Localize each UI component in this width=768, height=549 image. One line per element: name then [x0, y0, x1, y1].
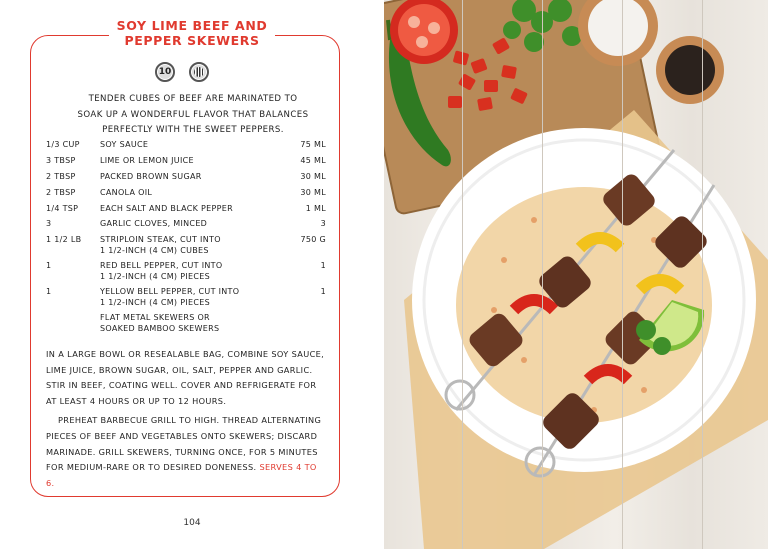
- ingredient-qty: 1: [46, 287, 52, 297]
- ingredient-desc: [100, 204, 280, 215]
- ingredient-desc-line: 1 1/2-INCH (4 CM) PIECES: [100, 271, 210, 281]
- ingredient-metric: 1: [320, 261, 326, 271]
- recipe-method: [46, 347, 326, 491]
- serves-text: SERVES 4 TO 6.: [46, 462, 317, 488]
- ingredient-desc: [100, 313, 280, 334]
- ingredient-row: [46, 188, 326, 199]
- ingredient-qty: 3: [46, 219, 52, 229]
- ingredient-metric: 75 ML: [300, 140, 326, 149]
- grill-icon: [189, 62, 209, 82]
- ingredient-desc-line: RED BELL PEPPER, CUT INTO: [100, 261, 223, 271]
- method-step-1: IN A LARGE BOWL OR RESEALABLE BAG, COMBINE SOY SAUCE, LIME JUICE, BROWN SUGAR, OIL, SALT, PEPPER AND GARLIC. STIR IN BEEF, COATING WELL. COVER AND REFRIGERATE FOR AT LEAST 4 HOURS OR UP TO 12 HOURS.: [46, 349, 325, 406]
- ingredient-row: [46, 235, 326, 256]
- ingredient-desc-line: SOAKED BAMBOO SKEWERS: [100, 323, 220, 333]
- ingredient-desc: [100, 172, 280, 183]
- ingredient-desc-line: FLAT METAL SKEWERS OR: [100, 313, 210, 323]
- ingredient-metric: 30 ML: [300, 171, 326, 181]
- ingredient-row: [46, 287, 326, 308]
- ingredient-desc: [100, 287, 280, 308]
- ingredient-qty: 1/3 CUP: [46, 140, 80, 149]
- ingredient-metric: 45 ML: [300, 155, 326, 165]
- ingredient-qty: 2 TBSP: [46, 187, 76, 197]
- ingredient-desc-line: YELLOW BELL PEPPER, CUT INTO: [100, 287, 240, 297]
- ingredient-row: [46, 156, 326, 167]
- ingredient-desc: [100, 261, 280, 282]
- ingredient-qty: 1/4 TSP: [46, 203, 79, 213]
- recipe-title-line2: PEPPER SKEWERS: [124, 33, 260, 48]
- ingredient-metric: 30 ML: [300, 187, 326, 197]
- ingredient-metric: 1 ML: [305, 203, 326, 213]
- ingredient-row: [46, 204, 326, 215]
- recipe-intro: [50, 92, 336, 139]
- recipe-badges: [155, 62, 209, 82]
- intro-line: TENDER CUBES OF BEEF ARE MARINATED TO: [88, 94, 298, 104]
- intro-line: SOAK UP A WONDERFUL FLAVOR THAT BALANCES: [77, 109, 309, 120]
- ingredient-row: [46, 261, 326, 282]
- ingredient-qty: 2 TBSP: [46, 171, 76, 181]
- ingredient-qty: [46, 313, 100, 334]
- ingredient-qty: 3 TBSP: [46, 155, 76, 165]
- ingredient-desc: [100, 219, 280, 230]
- recipe-photo: [384, 0, 768, 549]
- intro-line: PERFECTLY WITH THE SWEET PEPPERS.: [102, 125, 284, 135]
- ingredient-desc-line: SOY SAUCE: [100, 140, 149, 149]
- ingredient-desc-line: EACH SALT AND BLACK PEPPER: [100, 203, 233, 213]
- ingredient-desc: [100, 140, 280, 151]
- recipe-title-line1: SOY LIME BEEF AND: [116, 18, 268, 33]
- ingredient-desc-line: 1 1/2-INCH (4 CM) CUBES: [100, 245, 209, 255]
- badge-number: 10: [158, 67, 172, 77]
- food-illustration: [384, 0, 768, 549]
- ingredient-row: [46, 219, 326, 230]
- method-step-2: [46, 413, 326, 491]
- ingredient-metric: [280, 313, 326, 334]
- ingredient-metric: 750 G: [300, 235, 326, 245]
- page-number: 104: [183, 518, 201, 528]
- ingredient-row: [46, 140, 326, 151]
- ingredient-desc: [100, 156, 280, 167]
- ingredient-desc-line: GARLIC CLOVES, MINCED: [100, 219, 208, 229]
- ingredient-row: [46, 313, 326, 334]
- ingredient-desc-line: PACKED BROWN SUGAR: [100, 171, 202, 181]
- ingredient-desc-line: STRIPLOIN STEAK, CUT INTO: [100, 235, 221, 245]
- ingredient-row: [46, 172, 326, 183]
- recipe-title: [0, 18, 384, 49]
- method-step-2-text: PREHEAT BARBECUE GRILL TO HIGH. THREAD ALTERNATING PIECES OF BEEF AND VEGETABLES ONTO SKEWERS; DISCARD MARINADE. GRILL SKEWERS, TURNING ONCE, FOR 5 MINUTES FOR MEDIUM-RARE OR TO DESIRED DONENESS.: [46, 415, 322, 473]
- ten-minutes-badge-icon: [155, 62, 175, 82]
- ingredient-qty: 1: [46, 261, 52, 271]
- ingredient-list: [46, 140, 326, 339]
- ingredient-desc: [100, 235, 280, 256]
- ingredient-desc-line: 1 1/2-INCH (4 CM) PIECES: [100, 297, 210, 307]
- ingredient-desc-line: LIME OR LEMON JUICE: [100, 155, 194, 165]
- ingredient-metric: 3: [320, 219, 326, 229]
- peppercorn-bowl: [656, 36, 724, 104]
- ingredient-qty: 1 1/2 LB: [46, 235, 82, 245]
- ingredient-desc: [100, 188, 280, 199]
- ingredient-metric: 1: [320, 287, 326, 297]
- ingredient-desc-line: CANOLA OIL: [100, 187, 153, 197]
